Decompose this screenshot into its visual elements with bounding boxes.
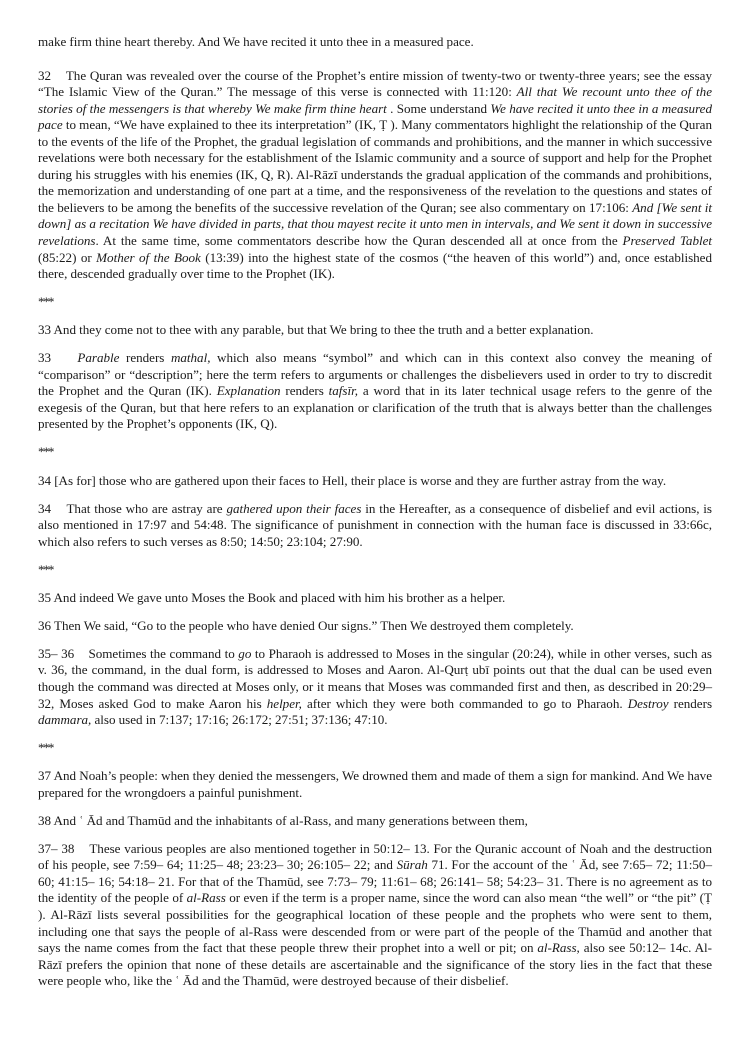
commentary-block-33 xyxy=(38,350,712,433)
commentary-number-35-36: 35– 36 xyxy=(38,645,75,661)
page-content xyxy=(38,34,712,990)
commentary-number-37-38: 37– 38 xyxy=(38,840,75,856)
commentary-number-34: 34 xyxy=(38,500,52,516)
verse-34-text: 34 [As for] those who are gathered upon their faces to Hell, their place is worse and they are further astray from the way. xyxy=(38,472,667,488)
commentary-block-34 xyxy=(38,501,712,551)
verse-37-text: 37 And Noah’s people: when they denied the messengers, We drowned them and made of them a sign for mankind. And We have prepared for the wrongdoers a painful punishment. xyxy=(38,768,712,800)
commentary-text-32: The Quran was revealed over the course of the Prophet’s entire mission of twenty-two or twenty-three years; see the essay “The Islamic View of the Quran.” The message of this verse is connected with 11:120: All that We recount unto thee of the stories of the messengers is that whereby We make firm thine heart . Some understand We have recited it unto thee in a measured pace to mean, “We have explained to thee its interpretation” (IK, Ṭ ). Many commentators highlight the relationship of the Quran to the events of the life of the Prophet, the gradual legislation of commands and prohibitions, and the manner in which successive revelations were both necessary for the establishment of the Islamic community and a source of support and help for the Prophet during his struggles with his enemies (IK, Q, R). Al-Rāzī understands the gradual application of the commands and prohibitions, the memorization and understanding of one part at a time, and the responsiveness of the revelation to the questions and states of the believers to be among the benefits of the successive revelation of the Quran; see also commentary on 17:106: And [We sent it down] as a recitation We have divided in parts, that thou mayest recite it unto men in intervals, and We sent it down in successive revelations. At the same time, some commentators describe how the Quran descended all at once from the Preserved Tablet (85:22) or Mother of the Book (13:39) into the highest state of the cosmos (“the heaven of this world”) and, once established there, descended gradually over time to the Prophet (IK). xyxy=(38,67,712,282)
section-separator-2: *** xyxy=(38,444,53,460)
verse-36 xyxy=(38,618,712,635)
commentary-text-33: Parable renders mathal, which also means “symbol” and which can in this context also convey the meaning of “comparison” or “description”; here the term refers to arguments or challenges the disbelievers used in order to try to discredit the Prophet and the Quran (IK). Explanation renders tafsīr, a word that in its later technical usage refers to the genre of the exegesis of the Quran, but that here refers to an explanation or clarification of the truth that is always better than the challenges presented by the Prophet’s opponents (IK, Q). xyxy=(38,350,713,432)
section-separator-3: *** xyxy=(38,561,53,577)
commentary-text-35-36: Sometimes the command to go to Pharaoh is addressed to Moses in the singular (20:24), while in other verses, such as v. 36, the command, in the dual form, is addressed to Moses and Aaron. Al-Qurṭ ubī points out that the dual can be used even though the command was directed at Moses only, or it means that Moses was commanded first and then, as described in 20:29– 32, Moses asked God to make Aaron his helper, after which they were both commanded to go to Pharaoh. Destroy renders dammara, also used in 7:137; 17:16; 26:172; 27:51; 37:136; 47:10. xyxy=(38,645,713,728)
verse-33 xyxy=(38,322,712,339)
commentary-number-32: 32 xyxy=(38,67,52,83)
verse-38 xyxy=(38,813,712,830)
commentary-block-37-38 xyxy=(38,841,712,990)
verse-37 xyxy=(38,768,712,801)
verse-continuation-text: make firm thine heart thereby. And We have recited it unto thee in a measured pace. xyxy=(38,34,474,49)
verse-33-text: 33 And they come not to thee with any parable, but that We bring to thee the truth and a better explanation. xyxy=(38,322,594,338)
verse-35 xyxy=(38,590,712,607)
commentary-text-37-38: These various peoples are also mentioned together in 50:12– 13. For the Quranic account of Noah and the destruction of his people, see 7:59– 64; 11:25– 48; 23:23– 30; 26:105– 22; and Sūrah 71. For the account of the ʿ Ād, see 7:65– 72; 11:50– 60; 41:15– 16; 54:18– 21. For that of the Thamūd, see 7:73– 79; 11:61– 68; 26:141– 58; 54:23– 31. There is no agreement as to the identity of the people of al-Rass or even if the term is a proper name, since the word can also mean “the well” or “the pit” (Ṭ ). Al-Rāzī lists several possibilities for the geographical location of these people and the prophets who were sent to them, including one that says the people of al-Rass were descended from or were part of the people of the Thamūd and another that says the name comes from the fact that these people threw their prophet into a well or pit; on al-Rass, also see 50:12– 14c. Al-Rāzī prefers the opinion that none of these details are ascertainable and the significance of the story lies in the fact that these were people who, like the ʿ Ād and the Thamūd, were destroyed because of their disbelief. xyxy=(38,840,712,989)
section-separator-4: *** xyxy=(38,740,53,756)
section-separator-1: *** xyxy=(38,294,53,310)
verse-38-text: 38 And ʿ Ād and Thamūd and the inhabitants of al-Rass, and many generations between them, xyxy=(38,812,528,828)
commentary-block-35-36 xyxy=(38,646,712,729)
verse-34 xyxy=(38,473,712,490)
commentary-number-33: 33 xyxy=(38,350,52,366)
commentary-text-34: That those who are astray are gathered upon their faces in the Hereafter, as a consequence of disbelief and evil actions, is also mentioned in 17:97 and 54:48. The significance of punishment in connection with the human face is discussed in 33:66c, which also refers to such verses as 8:50; 14:50; 23:104; 27:90. xyxy=(38,500,712,549)
verse-35-text: 35 And indeed We gave unto Moses the Book and placed with him his brother as a helper. xyxy=(38,589,506,605)
verse-36-text: 36 Then We said, “Go to the people who have denied Our signs.” Then We destroyed them completely. xyxy=(38,617,574,633)
verse-continuation-line xyxy=(38,34,712,51)
commentary-block-32 xyxy=(38,68,712,283)
